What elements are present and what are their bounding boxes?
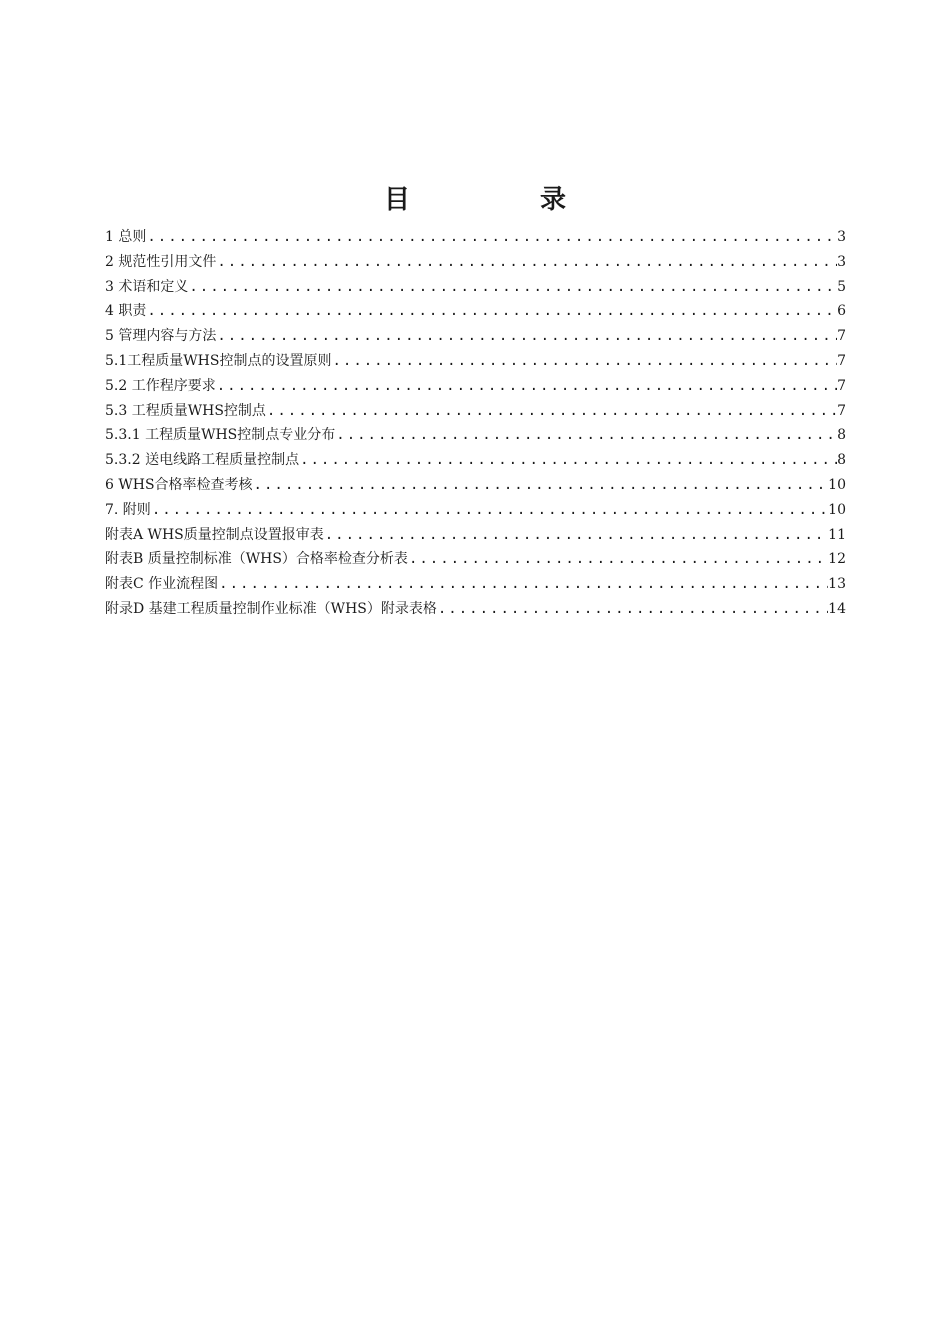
toc-entry-label: 附表A WHS质量控制点设置报审表 [105,526,324,543]
toc-title: 目 录 [383,185,618,215]
toc-entry-page: 5 [837,278,846,295]
toc-entry-label: 5.1工程质量WHS控制点的设置原则 [105,352,332,369]
toc-entry[interactable] [105,597,846,622]
toc-entry-page: 10 [828,476,846,493]
toc-entry-label: 1 总则 [105,229,147,245]
toc-entry-page: 7 [837,402,846,419]
toc-dot-leader [151,498,828,523]
toc-entry[interactable] [105,498,846,523]
toc-dot-leader [216,324,837,349]
toc-dot-leader [216,374,837,399]
toc-dot-leader [437,597,828,622]
toc-entry-label: 5.2 工作程序要求 [105,377,216,394]
toc-dot-leader [188,275,837,300]
toc-entry-page: 10 [828,501,846,518]
toc-dot-leader [299,448,837,473]
toc-dot-leader [218,572,828,597]
toc-entry[interactable] [105,399,846,424]
toc-entry[interactable] [105,523,846,548]
toc-entry[interactable] [105,448,846,473]
toc-entry-page: 7 [837,328,846,345]
toc-entry[interactable] [105,572,846,597]
toc-entry[interactable] [105,275,846,300]
toc-entry-page: 6 [837,303,846,320]
toc-dot-leader [146,299,837,324]
toc-entry-label: 2 规范性引用文件 [105,253,217,270]
toc-entry-page: 14 [828,600,846,617]
toc-entry[interactable] [105,250,846,275]
toc-entry-page: 8 [837,452,846,469]
toc-entry-page: 11 [828,526,846,543]
toc-entry-label: 5.3 工程质量WHS控制点 [105,402,266,419]
toc-entry[interactable] [105,299,846,324]
toc-list [105,225,846,622]
toc-entry[interactable] [105,423,846,448]
toc-entry-label: 附表C 作业流程图 [105,576,219,593]
toc-dot-leader [216,250,837,275]
toc-entry-page: 3 [837,229,846,245]
toc-entry-label: 附表B 质量控制标准（WHS）合格率检查分析表 [105,551,408,568]
toc-dot-leader [408,547,828,572]
toc-entry-label: 3 术语和定义 [105,278,189,295]
toc-entry[interactable] [105,225,846,250]
toc-entry[interactable] [105,374,846,399]
toc-entry-label: 5.3.1 工程质量WHS控制点专业分布 [105,427,336,444]
toc-entry[interactable] [105,473,846,498]
toc-entry-label: 附录D 基建工程质量控制作业标准（WHS）附录表格 [105,600,437,617]
toc-entry-label: 5 管理内容与方法 [105,328,217,345]
toc-dot-leader [335,423,837,448]
toc-entry-label: 5.3.2 送电线路工程质量控制点 [105,452,300,469]
toc-entry[interactable] [105,547,846,572]
toc-entry-label: 4 职责 [105,303,147,320]
toc-entry[interactable] [105,349,846,374]
toc-dot-leader [331,349,837,374]
toc-dot-leader [253,473,829,498]
toc-entry[interactable] [105,324,846,349]
toc-entry-page: 13 [828,576,846,593]
toc-dot-leader [266,399,837,424]
toc-entry-page: 3 [837,253,846,270]
toc-entry-page: 8 [837,427,846,444]
toc-entry-label: 7. 附则 [105,501,151,518]
toc-entry-page: 7 [837,352,846,369]
toc-entry-label: 6 WHS合格率检查考核 [105,476,253,493]
toc-entry-page: 7 [837,377,846,394]
toc-entry-page: 12 [828,551,846,568]
toc-dot-leader [324,523,828,548]
toc-dot-leader [146,225,837,250]
